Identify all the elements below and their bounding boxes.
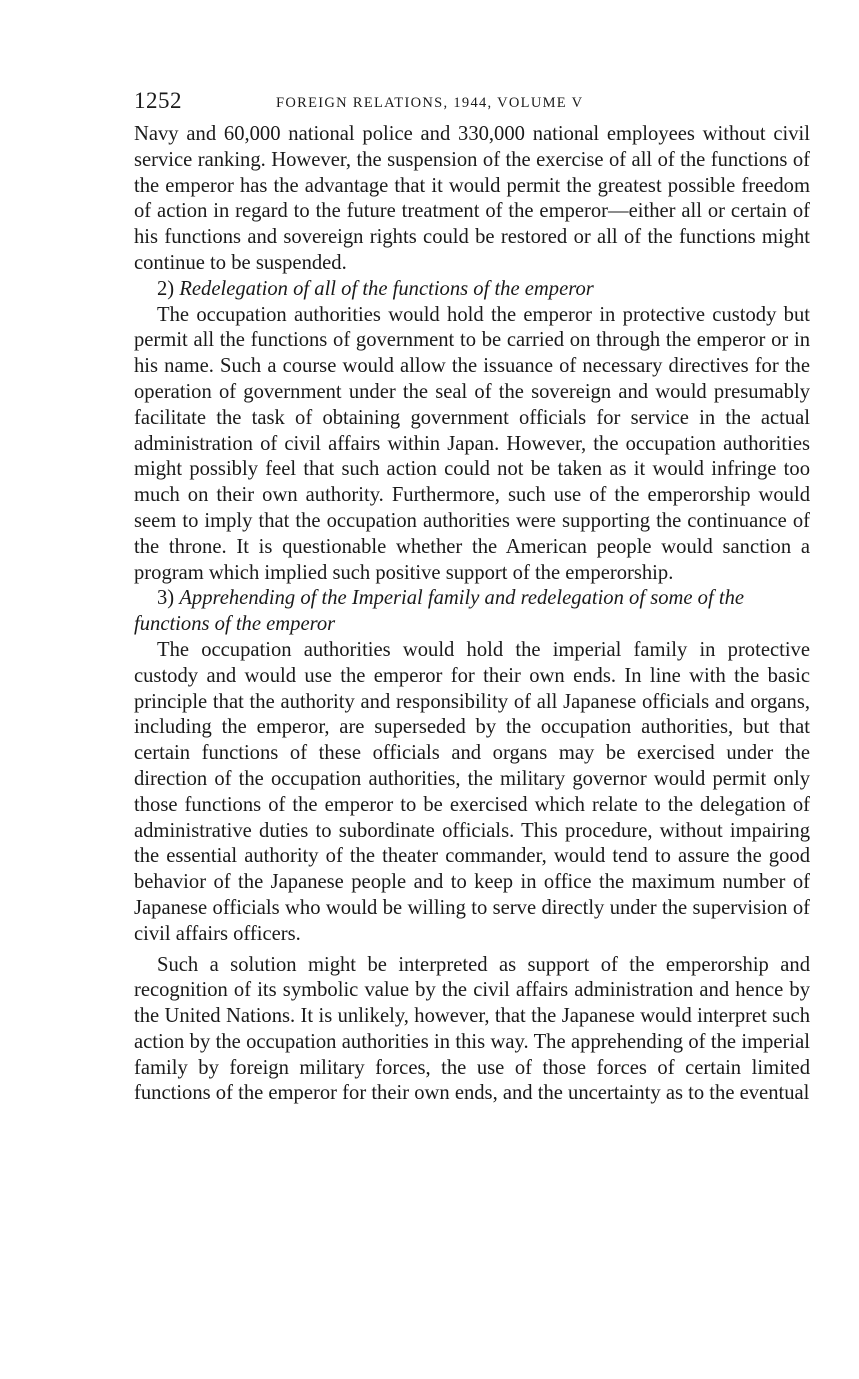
page-number: 1252 xyxy=(134,88,182,113)
section-title-2: Redelegation of all of the functions of the emperor xyxy=(179,277,594,300)
paragraph-apprehending: The occupation authorities would hold the imperial family in protective custody and would use the emperor for their own ends. In line with the basic principle that the authority and responsibility of all Japanese officials and organs, including the emperor, are superseded by the occupation authorities, but that certain functions of these officials and organs may be exercised under the direction of the occupation authorities, the military governor would permit only those functions of the emperor to be exercised which relate to the delegation of administrative duties to subordinate officials. This procedure, without impairing the essential authority of the theater commander, would tend to assure the good behavior of the Japanese people and to keep in office the maximum number of Japanese officials who would be willing to serve directly under the supervision of civil affairs officers. xyxy=(134,638,810,945)
running-title: FOREIGN RELATIONS, 1944, VOLUME V xyxy=(276,95,584,111)
paragraph-interpretation: Such a solution might be interpreted as support of the emperorship and recognition of its symbolic value by the civil affairs administration and hence by the United Nations. It is unlikely, however, that the Japanese would interpret such action by the occupation authorities in this way. The apprehending of the imperial family by foreign military forces, the use of those forces of certain limited functions of the emperor for their own ends, and the uncertainty as to the eventual xyxy=(134,953,810,1105)
section-heading-3 xyxy=(134,586,810,638)
body-text xyxy=(134,122,810,1107)
section-number-3: 3) xyxy=(157,587,175,610)
section-heading-2 xyxy=(134,277,810,303)
paragraph-continuation: Navy and 60,000 national police and 330,000 national employees without civil service ranking. However, the suspension of the exercise of all of the functions of the emperor has the advantage that it would permit the greatest possible freedom of action in regard to the future treatment of the emperor—either all or certain of his functions and sovereign rights could be restored or all of the functions might continue to be suspended. xyxy=(134,123,810,274)
section-title-3: Apprehending of the Imperial family and redelegation of some of the functions of the emperor xyxy=(134,587,745,636)
section-number-2: 2) xyxy=(157,277,175,300)
page-header xyxy=(134,88,810,122)
document-page xyxy=(134,88,810,1107)
paragraph-redelegation: The occupation authorities would hold the emperor in protective custody but permit all the functions of government to be carried on through the emperor or in his name. Such a course would allow the issuance of necessary directives for the operation of government under the seal of the sovereign and would presumably facilitate the task of obtaining government officials for service in the actual administration of civil affairs within Japan. However, the occupation authorities might possibly feel that such action could not be taken as it would infringe too much on their own authority. Furthermore, such use of the emperorship would seem to imply that the occupation authorities were supporting the continuance of the throne. It is questionable whether the American people would sanction a program which implied such positive support of the emperorship. xyxy=(134,303,810,584)
